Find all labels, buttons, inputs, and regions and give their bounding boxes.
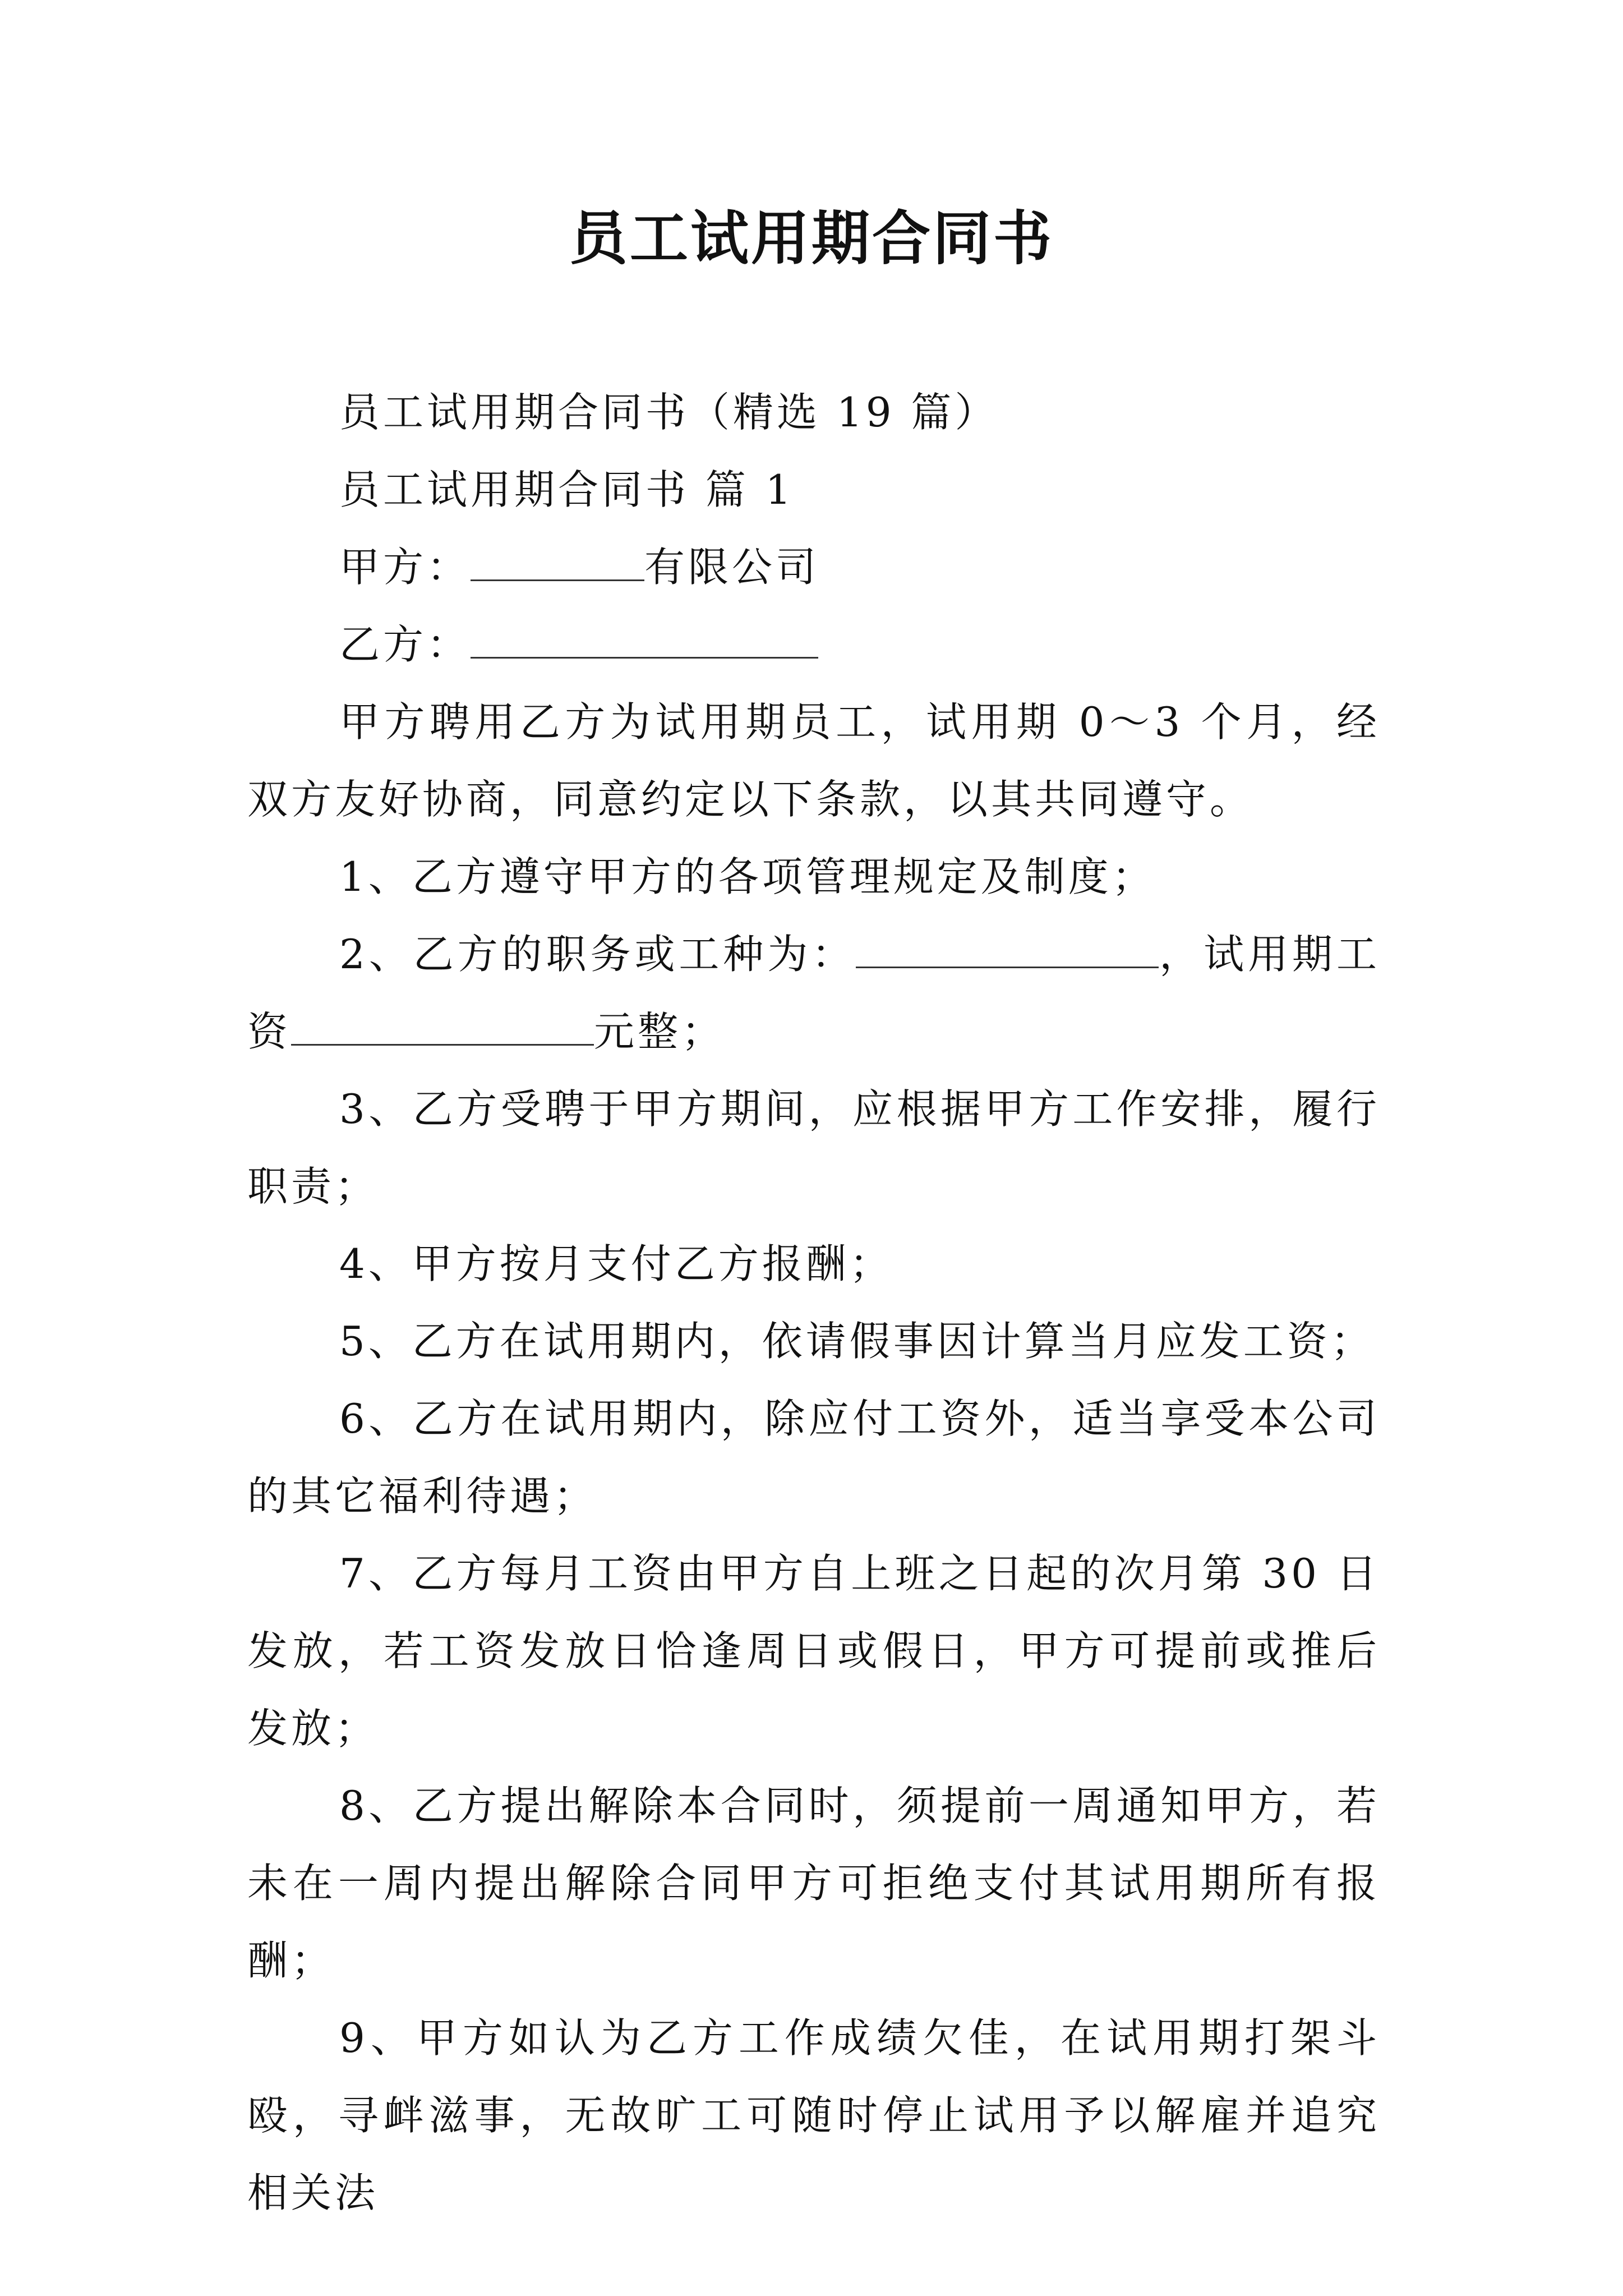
section-heading: 员工试用期合同书 篇 1 (339, 466, 795, 513)
clause-4: 4、甲方按月支付乙方报酬； (339, 1240, 893, 1287)
party-a-suffix: 有限公司 (644, 544, 820, 591)
document-body (247, 374, 1380, 2231)
clause-2-suffix: 元整； (594, 1008, 726, 1055)
party-b-blank (471, 616, 818, 659)
clause-2-middle: ，试用期工资 (247, 931, 1380, 1055)
clause-7: 7、乙方每月工资由甲方自上班之日起的次月第 30 日发放，若工资发放日恰逢周日或假日，甲方可提前或推后发放； (247, 1550, 1380, 1752)
party-a-line (247, 528, 1380, 606)
clause-9: 9、甲方如认为乙方工作成绩欠佳，在试用期打架斗殴，寻衅滋事，无故旷工可随时停止试用予以解雇并追究相关法 (247, 2014, 1380, 2216)
intro-paragraph: 甲方聘用乙方为试用期员工，试用期 0～3 个月，经双方友好协商，同意约定以下条款，以其共同遵守。 (247, 698, 1380, 823)
clause-2-prefix: 2、乙方的职务或工种为： (339, 931, 856, 978)
party-a-blank (471, 539, 644, 581)
clause-6: 6、乙方在试用期内，除应付工资外，适当享受本公司的其它福利待遇； (247, 1395, 1380, 1520)
document-title: 员工试用期合同书 (569, 204, 1054, 273)
position-blank (856, 926, 1159, 968)
clause-8: 8、乙方提出解除本合同时，须提前一周通知甲方，若未在一周内提出解除合同甲方可拒绝支付其试用期所有报酬； (247, 1782, 1380, 1984)
document-subtitle: 员工试用期合同书（精选 19 篇） (339, 389, 999, 436)
clause-2 (247, 915, 1380, 1070)
clause-1: 1、乙方遵守甲方的各项管理规定及制度； (339, 853, 1156, 900)
party-b-line (247, 606, 1380, 683)
clause-3: 3、乙方受聘于甲方期间，应根据甲方工作安排，履行职责； (247, 1085, 1380, 1210)
salary-blank (291, 1004, 594, 1046)
party-b-label: 乙方： (339, 621, 471, 668)
party-a-label: 甲方： (339, 544, 471, 591)
clause-5: 5、乙方在试用期内，依请假事因计算当月应发工资； (339, 1318, 1375, 1365)
